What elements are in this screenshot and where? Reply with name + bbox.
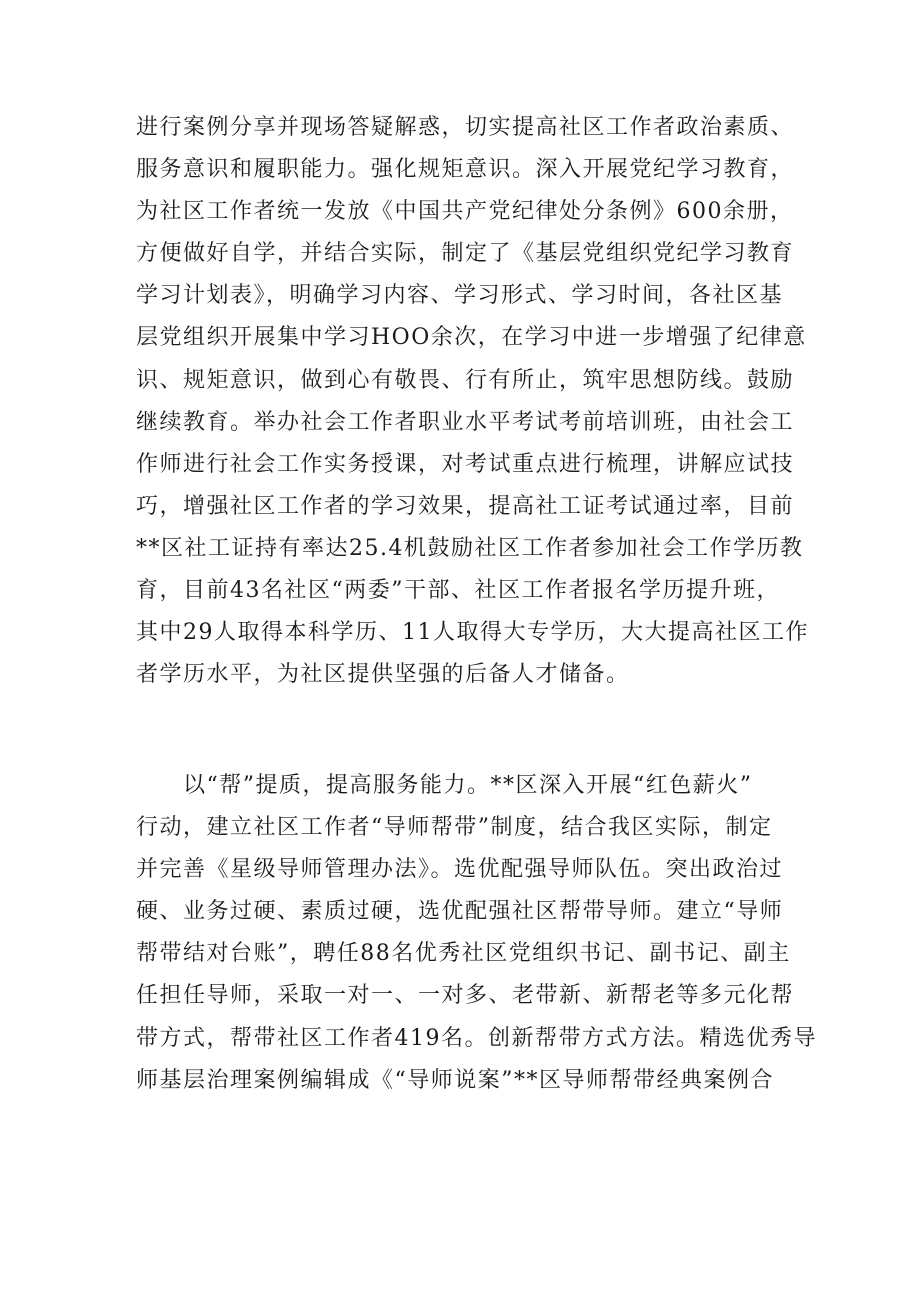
text-line: 巧，增强社区工作者的学习效果，提高社工证考试通过率，目前 (136, 493, 795, 519)
text-line: 服务意识和履职能力。强化规矩意识。深入开展党纪学习教育， (136, 157, 795, 183)
text-line: 行动，建立社区工作者“导师帮带”制度，结合我区实际，制定 (136, 815, 773, 841)
text-line: 识、规矩意识，做到心有敬畏、行有所止，筑牢思想防线。鼓励 (136, 367, 795, 393)
text-line: 并完善《星级导师管理办法》。选优配强导师队伍。突出政治过 (136, 857, 784, 883)
text-line: 任担任导师，采取一对一、一对多、老带新、新帮老等多元化帮 (136, 983, 795, 1009)
text-line: 学习计划表》，明确学习内容、学习形式、学习时间，各社区基 (136, 283, 784, 309)
text-line: 其中29人取得本科学历、11人取得大专学历，大大提高社区工作 (136, 620, 809, 646)
text-line: 层党组织开展集中学习HOO余次，在学习中进一步增强了纪律意 (136, 325, 807, 351)
text-line: 进行案例分享并现场答疑解惑，切实提高社区工作者政治素质、 (136, 115, 795, 140)
text-line: 继续教育。举办社会工作者职业水平考试考前培训班，由社会工 (136, 409, 795, 435)
text-line: 帮带结对台账”，聘任88名优秀社区党组织书记、副书记、副主 (136, 941, 791, 967)
paragraph-1 (136, 107, 809, 696)
text-line: **区社工证持有率达25.4机鼓励社区工作者参加社会工作学历教 (136, 535, 804, 561)
text-line: 作师进行社会工作实务授课，对考试重点进行梳理，讲解应试技 (136, 451, 795, 477)
paragraph-2 (136, 765, 817, 1102)
text-line: 硬、业务过硬、素质过硬，选优配强社区帮带导师。建立“导师 (136, 899, 784, 925)
text-line: 方便做好自学，并结合实际，制定了《基层党组织党纪学习教育 (136, 241, 795, 267)
text-line: 育，目前43名社区“两委”干部、社区工作者报名学历提升班， (136, 578, 780, 604)
text-line: 带方式，帮带社区工作者419名。创新帮带方式方法。精选优秀导 (136, 1025, 817, 1051)
text-line: 以“帮”提质，提高服务能力。**区深入开展“红色薪火” (136, 773, 753, 798)
text-line: 者学历水平，为社区提供坚强的后备人才储备。 (136, 662, 630, 688)
text-line: 为社区工作者统一发放《中国共产党纪律处分条例》600余册， (136, 199, 794, 225)
text-line: 师基层治理案例编辑成《“导师说案”**区导师帮带经典案例合 (136, 1067, 774, 1093)
